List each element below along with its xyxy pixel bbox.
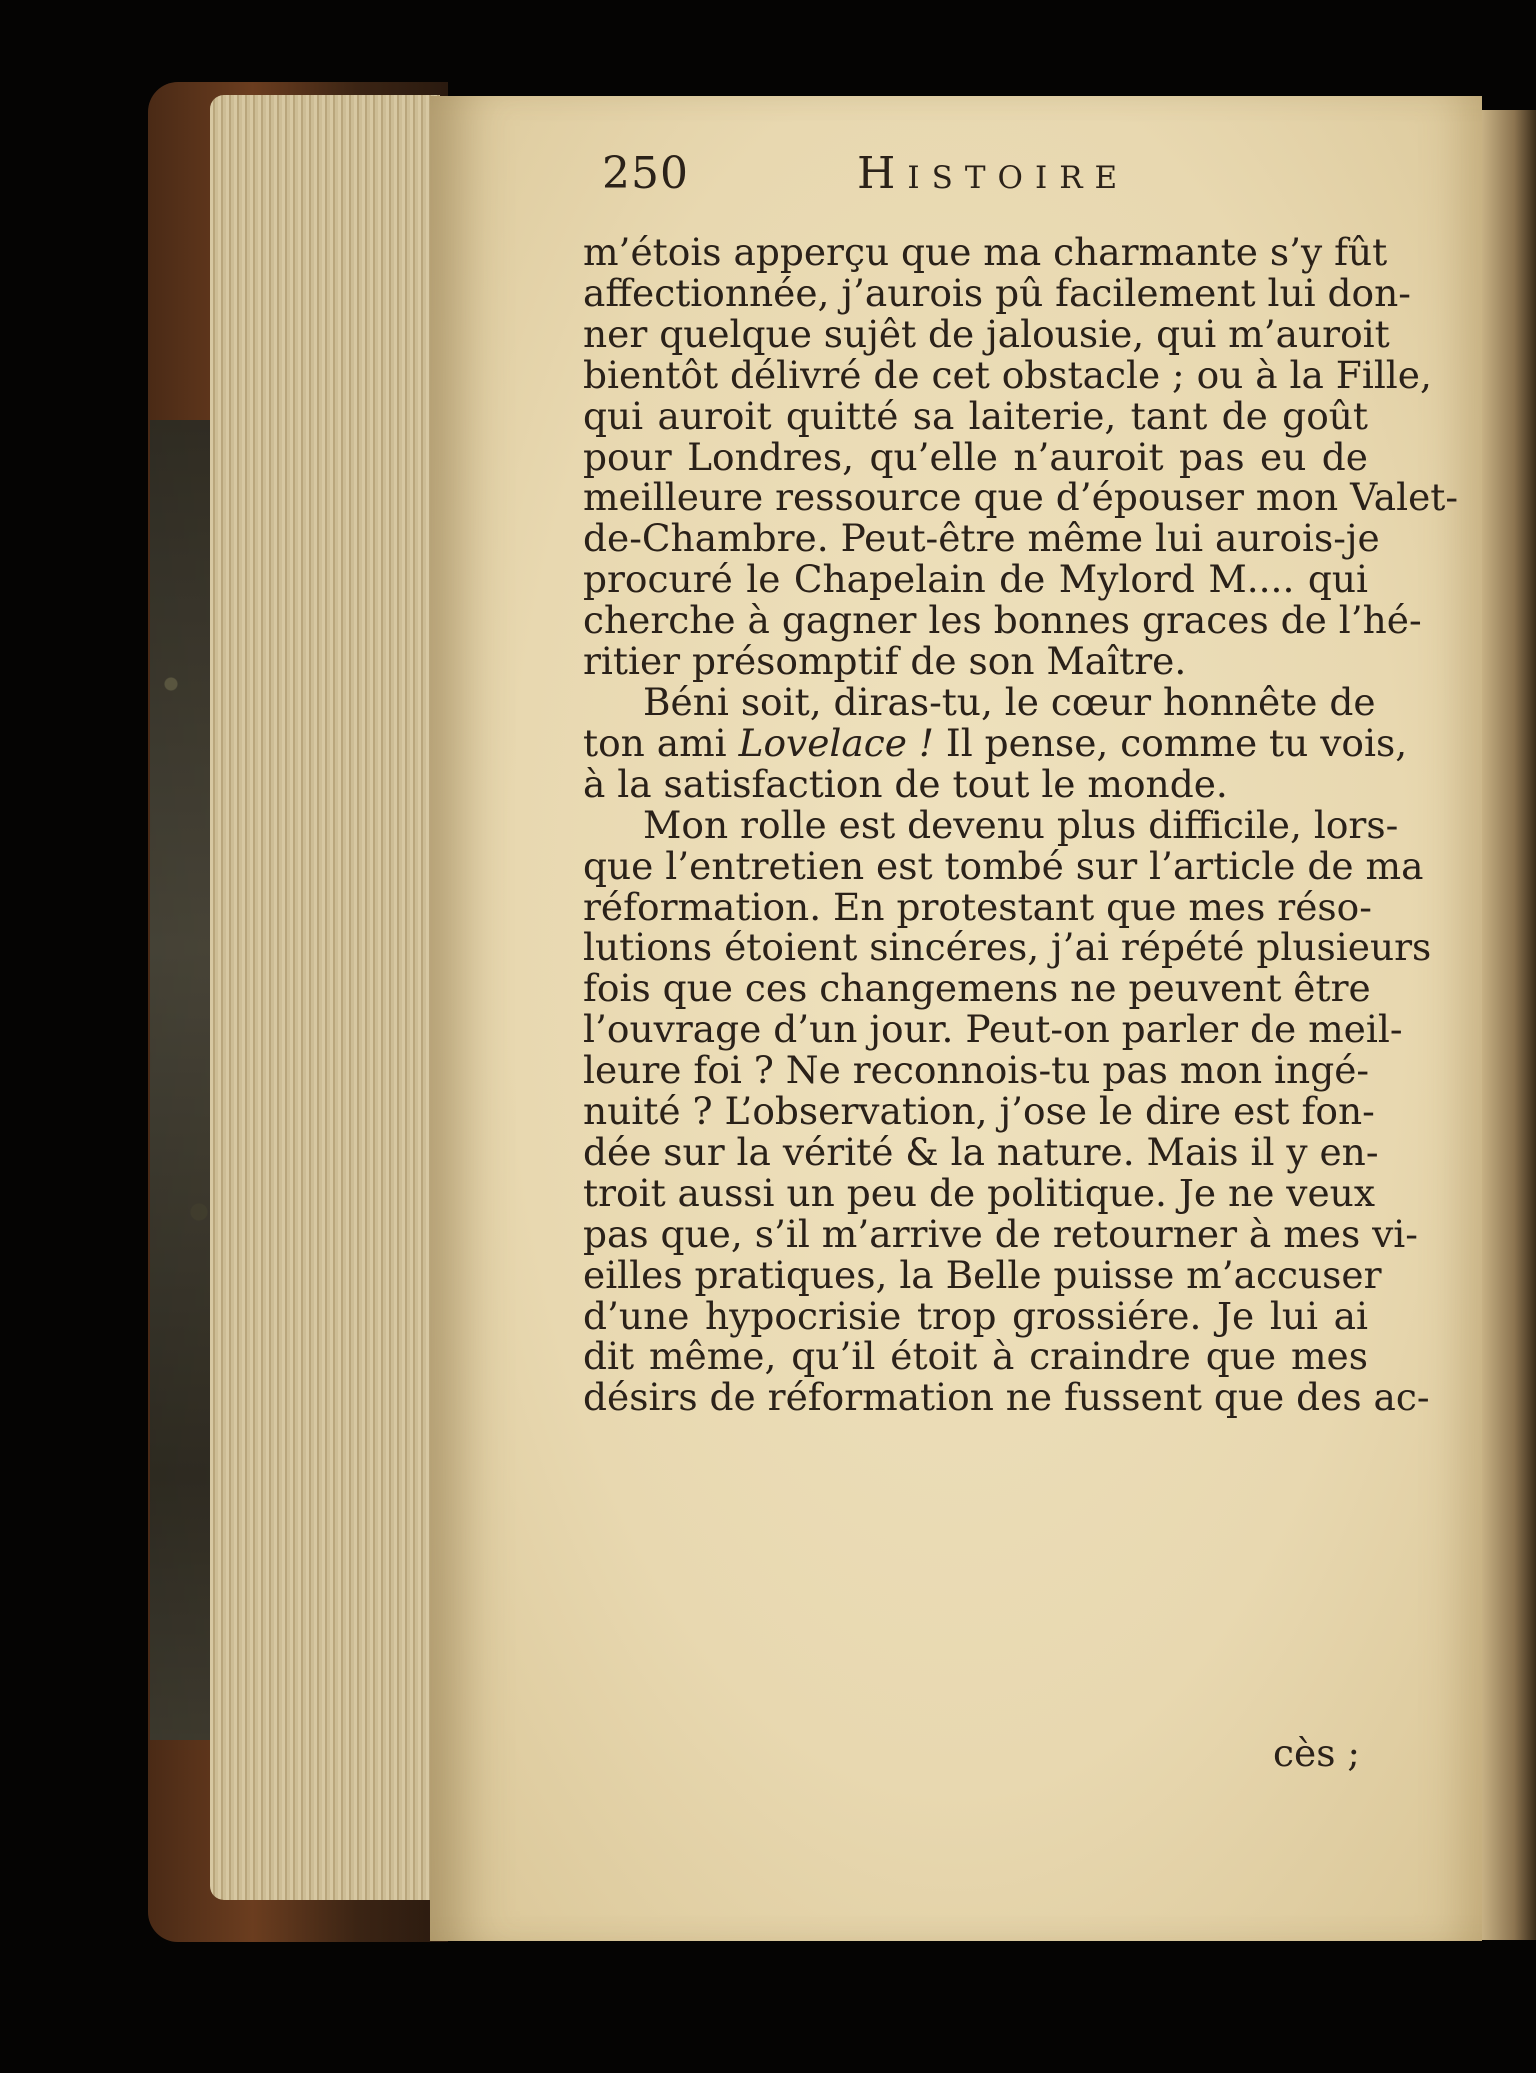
- facing-page-edge: [1482, 110, 1536, 1940]
- page-edges: [210, 95, 440, 1900]
- text-line: affectionnée, j’aurois pû facilement lui don-: [583, 270, 1411, 315]
- italic-name: Lovelace !: [738, 720, 934, 765]
- text-line: dée sur la vérité & la nature. Mais il y en-: [583, 1129, 1379, 1174]
- text-line: meilleure ressource que d’épouser mon Valet-: [583, 475, 1459, 520]
- catchword: cès ;: [1273, 1731, 1360, 1775]
- page-header: [602, 148, 1252, 208]
- text-line: dit même, qu’il étoit à craindre que mes: [583, 1334, 1368, 1379]
- text-line-mixed: [583, 720, 1408, 765]
- text-line: à la satisfaction de tout le monde.: [583, 761, 1228, 806]
- text-line: eilles pratiques, la Belle puisse m’accuser: [583, 1252, 1382, 1297]
- text-line: qui auroit quitté sa laiterie, tant de goût: [583, 393, 1368, 438]
- body-text: [583, 230, 1459, 1420]
- text-line: procuré le Chapelain de Mylord M.... qui: [583, 557, 1368, 602]
- text-line: que l’entretien est tombé sur l’article de ma: [583, 843, 1424, 888]
- text-line: leure foi ? Ne reconnois-tu pas mon ingé-: [583, 1048, 1370, 1093]
- text-line: cherche à gagner les bonnes graces de l’hé-: [583, 598, 1422, 643]
- text-line: troit aussi un peu de politique. Je ne veux: [583, 1170, 1375, 1215]
- text-line: m’étois apperçu que ma charmante s’y fût: [583, 230, 1388, 274]
- text-line: de-Chambre. Peut-être même lui aurois-je: [583, 516, 1380, 561]
- text-line: Mon rolle est devenu plus difficile, lors-: [643, 802, 1399, 847]
- text-line: Béni soit, diras-tu, le cœur honnête de: [643, 679, 1376, 724]
- text-line: d’une hypocrisie trop grossiére. Je lui ai: [583, 1293, 1368, 1338]
- text-line: fois que ces changemens ne peuvent être: [583, 966, 1371, 1011]
- page-number: 250: [602, 148, 689, 199]
- text-fragment: Il pense, comme tu vois,: [945, 720, 1408, 765]
- text-line: ner quelque sujêt de jalousie, qui m’auroit: [583, 311, 1390, 356]
- text-line: bientôt délivré de cet obstacle ; ou à la Fille,: [583, 352, 1432, 397]
- text-line: pas que, s’il m’arrive de retourner à mes vi-: [583, 1211, 1418, 1256]
- text-line: nuité ? L’observation, j’ose le dire est fon-: [583, 1089, 1375, 1134]
- text-line: ritier présomptif de son Maître.: [583, 639, 1187, 684]
- text-line: pour Londres, qu’elle n’auroit pas eu de: [583, 434, 1368, 479]
- text-line: réformation. En protestant que mes réso-: [583, 884, 1372, 929]
- text-line: l’ouvrage d’un jour. Peut-on parler de meil-: [583, 1007, 1403, 1052]
- text-line: désirs de réformation ne fussent que des ac-: [583, 1375, 1430, 1420]
- running-head: Histoire: [857, 148, 1130, 199]
- text-line: lutions étoient sincéres, j’ai répété plusieurs: [583, 925, 1432, 970]
- text-fragment: ton ami: [583, 720, 727, 765]
